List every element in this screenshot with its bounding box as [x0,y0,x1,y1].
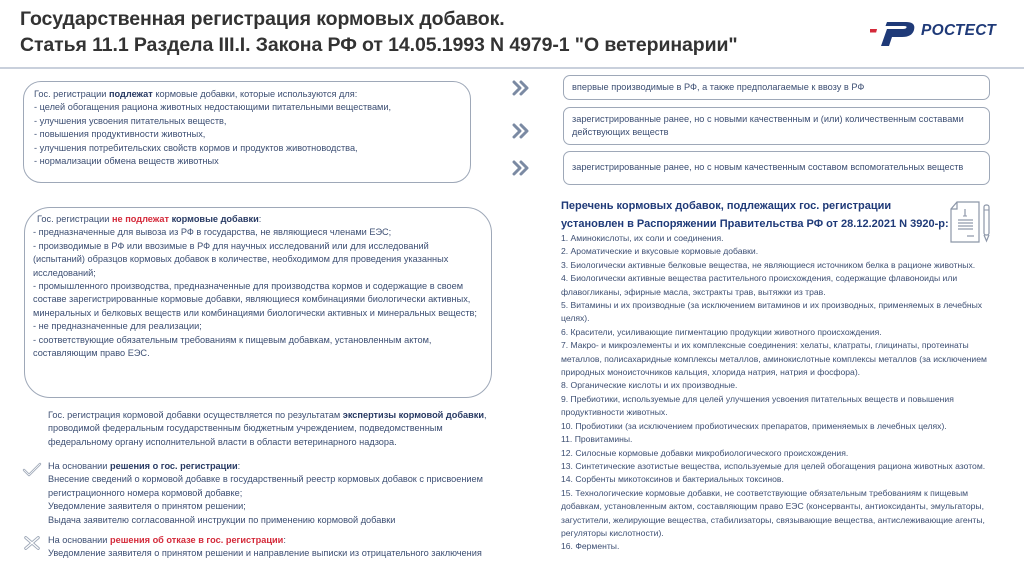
list-item: 10. Пробиотики (за исключением пробиотических препаратов, применяемых в лечебных целях). [561,420,947,431]
list-item: 9. Пребиотики, используемые для целей улучшения усвоения питательных веществ и повышения продуктивности животных. [561,393,954,418]
list-item: 6. Красители, усиливающие пигментацию продукции животного происхождения. [561,326,882,337]
subject-intro-suffix: кормовые добавки, которые используются для: [152,89,358,99]
exempt-item: - предназначенные для вывоза из РФ в государства, не являющиеся членами ЕЭС; [33,227,392,238]
list-title-line-2: установлен в Распоряжении Правительства РФ от 28.12.2021 N 3920-р: [561,218,949,230]
list-item: 4. Биологически активные вещества растительного происхождения, содержащие флавоноиды или флавогликаны, эфирные масла, экстракты трав, вытяжки из трав. [561,273,958,297]
rostest-p-logo-icon [870,18,918,48]
rejection-prefix: На основании [48,535,110,545]
exempt-intro-prefix: Гос. регистрации [37,214,112,224]
list-item: 1. Аминокислоты, их соли и соединения. [561,233,724,243]
page-title [20,6,738,58]
title-line-1: Государственная регистрация кормовых добавок. [20,8,505,30]
expertise-paragraph [48,409,508,449]
subject-item: - улучшения потребительских свойств кормов и продуктов животноводства, [34,142,358,153]
category-text: зарегистрированные ранее, но с новыми качественным и (или) количественным составами действующих веществ [572,113,964,137]
list-item: 7. Макро- и микроэлементы и их комплексные соединения: хелаты, клатраты, глицинаты, протеинаты металлов, полисахаридные комплексы металлов, аминокислотные комплексы металлов (за исключением природных моноисточников кальция, хлорида натрия, натрия и фосфора). [561,340,987,378]
rejection-red: решения об отказе в гос. регистрации [109,535,284,545]
list-item: 12. Силосные кормовые добавки микробиологического происхождения. [561,447,849,458]
list-item: 15. Технологические кормовые добавки, не соответствующие обязательным требованиям к пищевым добавкам, установленным актом, составляющим право ЕЭС (консерванты, антиоксиданты, эмульгаторы, загустители, желирующие вещества, стабилизаторы, связывающие вещества, антислеживающие агенты, регуляторы кислотности). [561,487,985,538]
list-item: 13. Синтетические азотистые вещества, используемые для целей обогащения рациона животных азотом. [561,460,986,471]
expertise-suffix: , проводимой федеральным государственным бюджетным учреждением, подведомственным федеральному органу исполнительной власти в области ветеринарного надзора. [48,410,487,447]
category-box-modified-auxiliary [563,151,990,185]
checkmark-icon [22,462,42,478]
header-divider [0,67,1024,69]
double-chevron-right-icon [512,79,532,97]
double-chevron-right-icon [512,159,532,177]
list-item: 14. Сорбенты микотоксинов и бактериальных токсинов. [561,474,784,485]
approval-suffix: : [237,461,241,471]
title-line-2: Статья 11.1 Раздела III.I. Закона РФ от 14.05.1993 N 4979-1 "О ветеринарии" [20,34,738,56]
list-item: 3. Биологически активные белковые вещества, не являющиеся источником белка в рационе животных. [561,259,976,270]
list-item: 2. Ароматические и вкусовые кормовые добавки. [561,246,759,257]
approval-heading [48,460,518,473]
expertise-bold: экспертизы кормовой добавки [342,410,485,420]
additives-list [561,232,1001,554]
approval-line: Внесение сведений о кормовой добавке в государственный реестр кормовых добавок с присвоением регистрационного номера кормовой добавке; [48,474,483,498]
subject-item: - улучшения усвоения питательных веществ, [34,115,227,126]
exempt-item: - промышленного производства, предназначенные для производства кормов и содержащие в своем составе зарегистрированные кормовые добавки, являющиеся комбинациями биологически активных, минеральных и белковых веществ или комбинациями биологически активных и минеральных веществ; [33,281,477,318]
approval-prefix: На основании [48,461,110,471]
cross-icon [22,535,42,551]
exempt-intro-suffix: : [258,214,262,224]
rejection-suffix: : [283,535,286,545]
category-box-new [563,75,990,100]
exempt-item: - не предназначенные для реализации; [33,321,202,332]
subject-intro-bold: подлежат [108,89,153,99]
approval-bold: решения о гос. регистрации [109,461,238,471]
exempt-intro-red: не подлежат [111,214,170,224]
list-item: 5. Витамины и их производные (за исключением витаминов и их производных, применяемых в лечебных целях). [561,300,983,324]
exempt-intro [33,213,483,226]
category-text: впервые производимые в РФ, а также предполагаемые к ввозу в РФ [572,81,865,92]
logo-text: РОСТЕСТ [921,22,996,39]
exempt-intro-bold: кормовые добавки [169,214,259,224]
approval-line: Выдача заявителю согласованной инструкции по применению кормовой добавки [48,514,396,525]
list-item: 16. Ферменты. [561,541,620,552]
subject-item: - нормализации обмена веществ животных [34,156,219,167]
rejection-heading [48,534,518,547]
subject-intro-prefix: Гос. регистрации [34,89,109,99]
exempt-item: - соответствующие обязательным требованиям к пищевым добавкам, установленным актом, составляющим право ЕЭС. [33,334,432,359]
subject-intro [34,88,460,101]
approval-line: Уведомление заявителя о принятом решении; [48,501,246,512]
additives-list-title [561,197,949,233]
exempt-item: - производимые в РФ или ввозимые в РФ для научных исследований или для исследований (испытаний) образцов кормовых добавок в количестве, необходимом для проведения указанных исследований; [33,240,449,278]
exempt-from-registration-box [24,207,492,398]
rejection-decision [48,534,518,561]
rostest-logo [870,18,1010,48]
expertise-prefix: Гос. регистрация кормовой добавки осуществляется по результатам [48,410,343,420]
subject-item: - повышения продуктивности животных, [34,129,206,140]
approval-decision [48,460,518,527]
list-title-line-1: Перечень кормовых добавок, подлежащих гос. регистрации [561,200,892,212]
double-chevron-right-icon [512,122,532,140]
subject-item: - целей обогащения рациона животных недостающими питательными веществами, [34,102,392,113]
subject-to-registration-box [23,81,471,183]
rejection-line: Уведомление заявителя о принятом решении и направление выписки из отрицательного заключения [48,548,482,559]
category-box-modified-active [563,107,990,145]
list-item: 11. Провитамины. [561,434,633,445]
slide-header [0,0,1024,66]
list-item: 8. Органические кислоты и их производные. [561,380,738,391]
category-text: зарегистрированные ранее, но с новым качественным составом вспомогательных веществ [572,162,964,173]
